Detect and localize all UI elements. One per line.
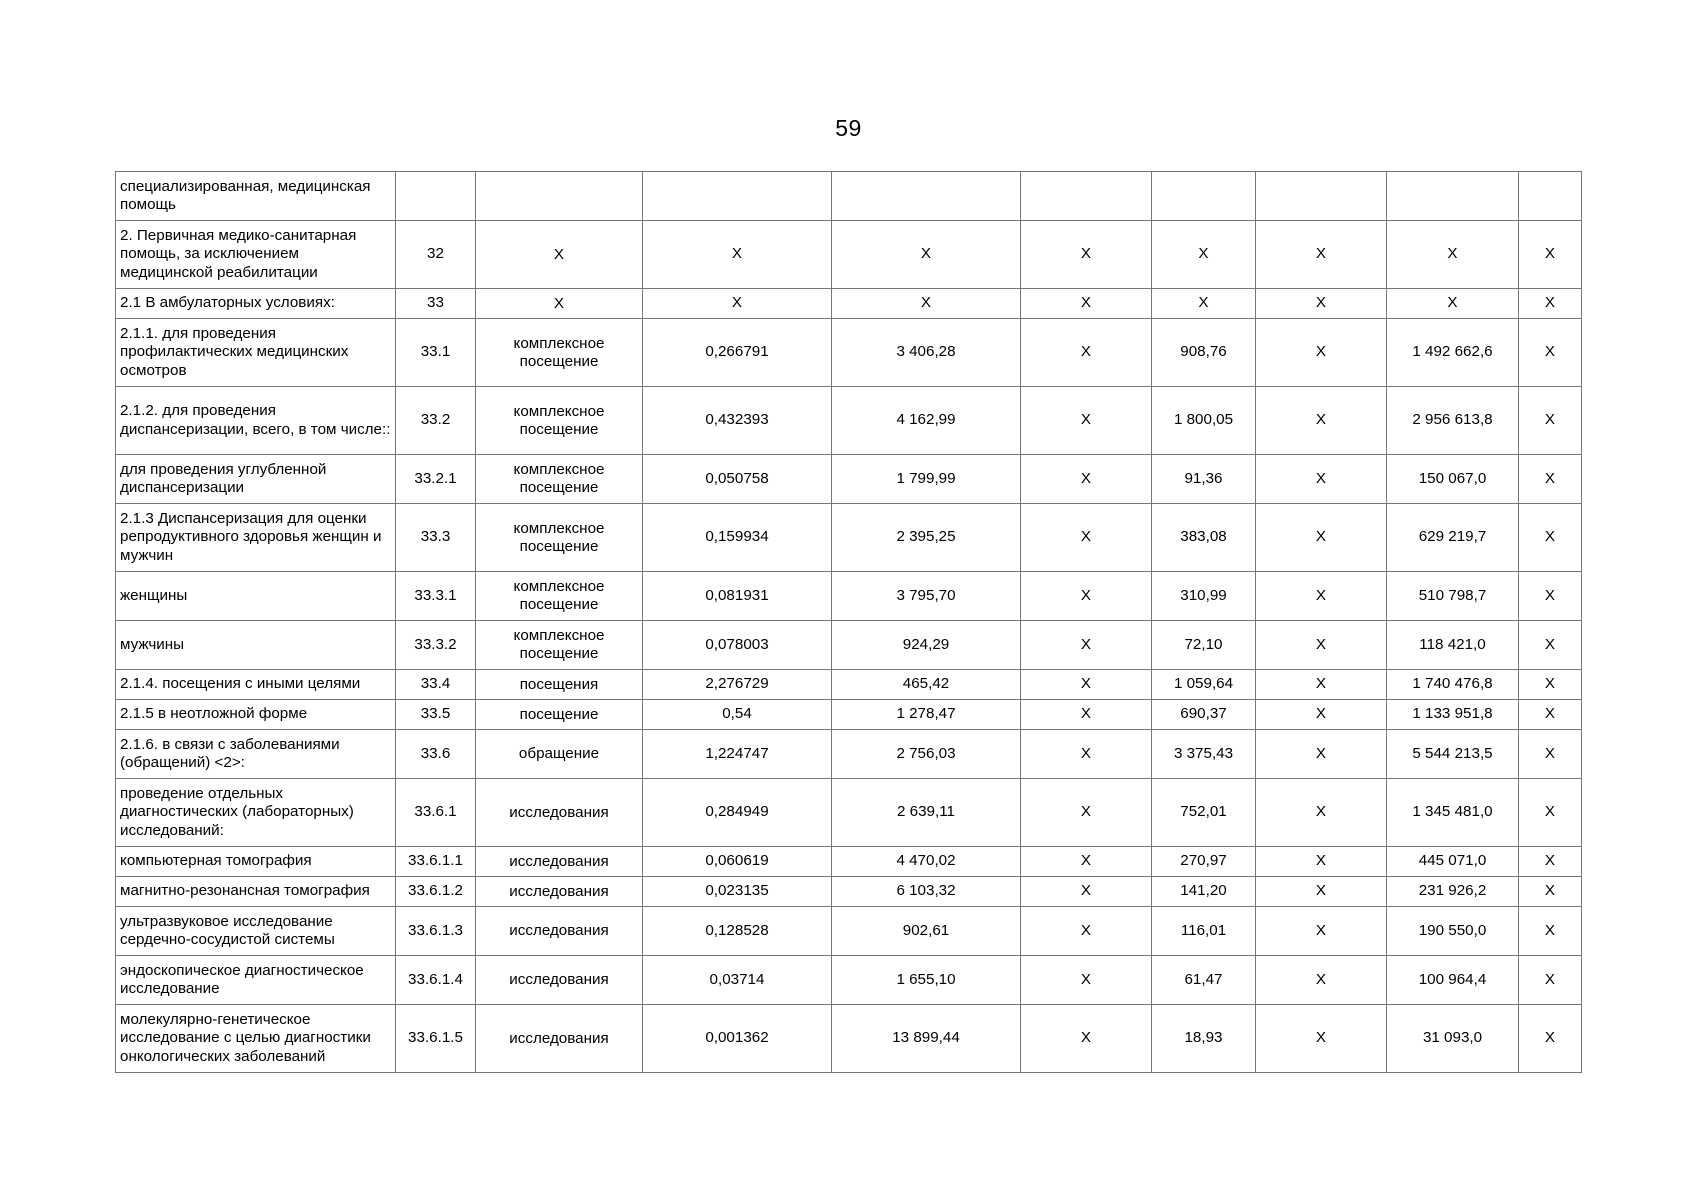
row-col7-cell: 141,20 xyxy=(1152,877,1256,907)
row-col9-cell: Х xyxy=(1387,289,1519,319)
row-col8-cell: Х xyxy=(1256,907,1387,956)
row-col9-cell: 1 492 662,6 xyxy=(1387,319,1519,387)
page-number: 59 xyxy=(835,115,862,141)
row-unit-cell: комплексное посещение xyxy=(476,572,643,621)
row-col4-cell: Х xyxy=(643,289,832,319)
row-col5-cell: 2 756,03 xyxy=(832,730,1021,779)
row-col9-cell: 231 926,2 xyxy=(1387,877,1519,907)
row-col10-cell: Х xyxy=(1519,670,1582,700)
row-code-cell: 32 xyxy=(396,221,476,289)
row-name-cell: 2.1.2. для проведения диспансеризации, всего, в том числе:: xyxy=(116,387,396,455)
table-row xyxy=(116,1005,1582,1073)
row-col6-cell: Х xyxy=(1021,700,1152,730)
row-unit-cell: исследования xyxy=(476,1005,643,1073)
row-name-cell: проведение отдельных диагностических (лабораторных) исследований: xyxy=(116,779,396,847)
row-col5-cell: 3 406,28 xyxy=(832,319,1021,387)
row-unit-cell: исследования xyxy=(476,956,643,1005)
row-col6-cell xyxy=(1021,172,1152,221)
row-col7-cell: 18,93 xyxy=(1152,1005,1256,1073)
row-code-cell: 33.3.2 xyxy=(396,621,476,670)
row-col8-cell: Х xyxy=(1256,1005,1387,1073)
row-col5-cell: 4 162,99 xyxy=(832,387,1021,455)
row-code-cell: 33 xyxy=(396,289,476,319)
row-col6-cell: Х xyxy=(1021,730,1152,779)
row-col4-cell xyxy=(643,172,832,221)
row-name-cell: 2. Первичная медико-санитарная помощь, за исключением медицинской реабилитации xyxy=(116,221,396,289)
row-col4-cell: 0,128528 xyxy=(643,907,832,956)
row-col10-cell: Х xyxy=(1519,572,1582,621)
row-col7-cell: 72,10 xyxy=(1152,621,1256,670)
row-col6-cell: Х xyxy=(1021,572,1152,621)
row-col9-cell: 5 544 213,5 xyxy=(1387,730,1519,779)
row-col9-cell: 100 964,4 xyxy=(1387,956,1519,1005)
row-col7-cell: 1 800,05 xyxy=(1152,387,1256,455)
row-col5-cell: 2 395,25 xyxy=(832,504,1021,572)
row-unit-cell: исследования xyxy=(476,847,643,877)
row-col9-cell: 118 421,0 xyxy=(1387,621,1519,670)
row-col9-cell: 2 956 613,8 xyxy=(1387,387,1519,455)
row-col4-cell: 0,060619 xyxy=(643,847,832,877)
row-col4-cell: 0,159934 xyxy=(643,504,832,572)
row-col4-cell: 1,224747 xyxy=(643,730,832,779)
table-row xyxy=(116,455,1582,504)
row-col7-cell: 61,47 xyxy=(1152,956,1256,1005)
table-row xyxy=(116,956,1582,1005)
row-code-cell: 33.6.1 xyxy=(396,779,476,847)
row-col4-cell: 0,023135 xyxy=(643,877,832,907)
row-name-cell: специализированная, медицинская помощь xyxy=(116,172,396,221)
row-col10-cell: Х xyxy=(1519,779,1582,847)
row-unit-cell: Х xyxy=(476,221,643,289)
row-col9-cell: 510 798,7 xyxy=(1387,572,1519,621)
row-name-cell: женщины xyxy=(116,572,396,621)
row-name-cell: 2.1.5 в неотложной форме xyxy=(116,700,396,730)
row-code-cell: 33.3 xyxy=(396,504,476,572)
row-col4-cell: 0,03714 xyxy=(643,956,832,1005)
row-col4-cell: 0,078003 xyxy=(643,621,832,670)
row-col8-cell: Х xyxy=(1256,779,1387,847)
row-col5-cell: 465,42 xyxy=(832,670,1021,700)
row-name-cell: 2.1 В амбулаторных условиях: xyxy=(116,289,396,319)
row-col9-cell: 1 345 481,0 xyxy=(1387,779,1519,847)
row-col5-cell: Х xyxy=(832,289,1021,319)
row-col6-cell: Х xyxy=(1021,877,1152,907)
row-name-cell: 2.1.6. в связи с заболеваниями (обращений) <2>: xyxy=(116,730,396,779)
row-col7-cell: 908,76 xyxy=(1152,319,1256,387)
row-code-cell: 33.6.1.5 xyxy=(396,1005,476,1073)
row-col10-cell: Х xyxy=(1519,221,1582,289)
row-col9-cell xyxy=(1387,172,1519,221)
row-col8-cell xyxy=(1256,172,1387,221)
table-row xyxy=(116,621,1582,670)
row-name-cell: 2.1.1. для проведения профилактических медицинских осмотров xyxy=(116,319,396,387)
row-col6-cell: Х xyxy=(1021,907,1152,956)
row-col8-cell: Х xyxy=(1256,319,1387,387)
row-col6-cell: Х xyxy=(1021,387,1152,455)
row-code-cell: 33.2.1 xyxy=(396,455,476,504)
row-name-cell: ультразвуковое исследование сердечно-сосудистой системы xyxy=(116,907,396,956)
row-col7-cell: 91,36 xyxy=(1152,455,1256,504)
row-col5-cell: 924,29 xyxy=(832,621,1021,670)
row-col8-cell: Х xyxy=(1256,289,1387,319)
row-col8-cell: Х xyxy=(1256,700,1387,730)
row-col9-cell: 31 093,0 xyxy=(1387,1005,1519,1073)
table-row xyxy=(116,572,1582,621)
table-row xyxy=(116,670,1582,700)
row-col7-cell: 116,01 xyxy=(1152,907,1256,956)
row-code-cell: 33.6.1.3 xyxy=(396,907,476,956)
row-code-cell: 33.6 xyxy=(396,730,476,779)
table-row xyxy=(116,847,1582,877)
row-col6-cell: Х xyxy=(1021,779,1152,847)
row-col10-cell: Х xyxy=(1519,455,1582,504)
table-row xyxy=(116,504,1582,572)
row-col8-cell: Х xyxy=(1256,956,1387,1005)
data-table xyxy=(115,171,1582,1073)
row-col7-cell: 1 059,64 xyxy=(1152,670,1256,700)
row-col7-cell: 310,99 xyxy=(1152,572,1256,621)
row-col8-cell: Х xyxy=(1256,455,1387,504)
row-col6-cell: Х xyxy=(1021,670,1152,700)
row-unit-cell: комплексное посещение xyxy=(476,319,643,387)
row-col8-cell: Х xyxy=(1256,504,1387,572)
row-col4-cell: 0,432393 xyxy=(643,387,832,455)
row-col8-cell: Х xyxy=(1256,572,1387,621)
row-col8-cell: Х xyxy=(1256,670,1387,700)
row-col9-cell: 190 550,0 xyxy=(1387,907,1519,956)
row-col9-cell: 150 067,0 xyxy=(1387,455,1519,504)
row-col5-cell: 13 899,44 xyxy=(832,1005,1021,1073)
row-name-cell: 2.1.4. посещения с иными целями xyxy=(116,670,396,700)
table-row xyxy=(116,877,1582,907)
row-col6-cell: Х xyxy=(1021,847,1152,877)
row-col5-cell xyxy=(832,172,1021,221)
row-col4-cell: Х xyxy=(643,221,832,289)
row-unit-cell: Х xyxy=(476,289,643,319)
row-col9-cell: 1 740 476,8 xyxy=(1387,670,1519,700)
row-col7-cell: 270,97 xyxy=(1152,847,1256,877)
row-col6-cell: Х xyxy=(1021,1005,1152,1073)
row-col10-cell: Х xyxy=(1519,1005,1582,1073)
row-col10-cell: Х xyxy=(1519,621,1582,670)
table-row xyxy=(116,319,1582,387)
row-col8-cell: Х xyxy=(1256,387,1387,455)
row-col4-cell: 0,001362 xyxy=(643,1005,832,1073)
table-row xyxy=(116,779,1582,847)
row-col4-cell: 0,050758 xyxy=(643,455,832,504)
row-col5-cell: 4 470,02 xyxy=(832,847,1021,877)
row-unit-cell: посещения xyxy=(476,670,643,700)
row-col7-cell: 3 375,43 xyxy=(1152,730,1256,779)
row-col5-cell: 1 799,99 xyxy=(832,455,1021,504)
row-col10-cell: Х xyxy=(1519,956,1582,1005)
table-body xyxy=(116,172,1582,1073)
row-col6-cell: Х xyxy=(1021,504,1152,572)
row-col5-cell: 1 278,47 xyxy=(832,700,1021,730)
row-col4-cell: 0,266791 xyxy=(643,319,832,387)
row-name-cell: эндоскопическое диагностическое исследование xyxy=(116,956,396,1005)
row-code-cell xyxy=(396,172,476,221)
row-unit-cell: исследования xyxy=(476,907,643,956)
row-col5-cell: 2 639,11 xyxy=(832,779,1021,847)
row-unit-cell: комплексное посещение xyxy=(476,455,643,504)
row-col9-cell: 445 071,0 xyxy=(1387,847,1519,877)
row-col7-cell: Х xyxy=(1152,221,1256,289)
row-code-cell: 33.6.1.4 xyxy=(396,956,476,1005)
row-col4-cell: 0,284949 xyxy=(643,779,832,847)
row-col10-cell: Х xyxy=(1519,700,1582,730)
row-col10-cell: Х xyxy=(1519,289,1582,319)
table-row xyxy=(116,289,1582,319)
row-col6-cell: Х xyxy=(1021,289,1152,319)
table-row xyxy=(116,907,1582,956)
row-col5-cell: 1 655,10 xyxy=(832,956,1021,1005)
row-code-cell: 33.6.1.2 xyxy=(396,877,476,907)
row-col8-cell: Х xyxy=(1256,730,1387,779)
table-row xyxy=(116,221,1582,289)
row-col10-cell: Х xyxy=(1519,504,1582,572)
row-col10-cell: Х xyxy=(1519,319,1582,387)
row-col7-cell: 752,01 xyxy=(1152,779,1256,847)
row-col8-cell: Х xyxy=(1256,877,1387,907)
row-col6-cell: Х xyxy=(1021,221,1152,289)
row-name-cell: для проведения углубленной диспансеризации xyxy=(116,455,396,504)
row-col7-cell xyxy=(1152,172,1256,221)
table-row xyxy=(116,172,1582,221)
row-unit-cell: комплексное посещение xyxy=(476,504,643,572)
row-name-cell: 2.1.3 Диспансеризация для оценки репродуктивного здоровья женщин и мужчин xyxy=(116,504,396,572)
row-col6-cell: Х xyxy=(1021,319,1152,387)
row-col8-cell: Х xyxy=(1256,621,1387,670)
row-unit-cell: комплексное посещение xyxy=(476,387,643,455)
table-row xyxy=(116,730,1582,779)
row-unit-cell: обращение xyxy=(476,730,643,779)
row-col5-cell: 6 103,32 xyxy=(832,877,1021,907)
table-row xyxy=(116,700,1582,730)
row-col9-cell: 629 219,7 xyxy=(1387,504,1519,572)
row-name-cell: молекулярно-генетическое исследование с целью диагностики онкологических заболеваний xyxy=(116,1005,396,1073)
row-col6-cell: Х xyxy=(1021,455,1152,504)
row-unit-cell: исследования xyxy=(476,877,643,907)
row-name-cell: компьютерная томография xyxy=(116,847,396,877)
row-col8-cell: Х xyxy=(1256,847,1387,877)
row-name-cell: мужчины xyxy=(116,621,396,670)
row-col10-cell: Х xyxy=(1519,730,1582,779)
row-col4-cell: 0,081931 xyxy=(643,572,832,621)
row-col5-cell: 902,61 xyxy=(832,907,1021,956)
row-col8-cell: Х xyxy=(1256,221,1387,289)
row-col5-cell: Х xyxy=(832,221,1021,289)
row-col4-cell: 0,54 xyxy=(643,700,832,730)
row-code-cell: 33.5 xyxy=(396,700,476,730)
table-row xyxy=(116,387,1582,455)
row-col7-cell: Х xyxy=(1152,289,1256,319)
row-code-cell: 33.1 xyxy=(396,319,476,387)
row-col10-cell: Х xyxy=(1519,907,1582,956)
row-col10-cell xyxy=(1519,172,1582,221)
row-unit-cell xyxy=(476,172,643,221)
row-code-cell: 33.6.1.1 xyxy=(396,847,476,877)
row-code-cell: 33.3.1 xyxy=(396,572,476,621)
row-col5-cell: 3 795,70 xyxy=(832,572,1021,621)
row-col6-cell: Х xyxy=(1021,956,1152,1005)
row-col6-cell: Х xyxy=(1021,621,1152,670)
row-col7-cell: 690,37 xyxy=(1152,700,1256,730)
row-col7-cell: 383,08 xyxy=(1152,504,1256,572)
row-unit-cell: комплексное посещение xyxy=(476,621,643,670)
row-col10-cell: Х xyxy=(1519,847,1582,877)
row-unit-cell: исследования xyxy=(476,779,643,847)
row-col10-cell: Х xyxy=(1519,387,1582,455)
row-code-cell: 33.4 xyxy=(396,670,476,700)
row-code-cell: 33.2 xyxy=(396,387,476,455)
row-col4-cell: 2,276729 xyxy=(643,670,832,700)
row-col10-cell: Х xyxy=(1519,877,1582,907)
row-col9-cell: Х xyxy=(1387,221,1519,289)
row-col9-cell: 1 133 951,8 xyxy=(1387,700,1519,730)
row-name-cell: магнитно-резонансная томография xyxy=(116,877,396,907)
row-unit-cell: посещение xyxy=(476,700,643,730)
